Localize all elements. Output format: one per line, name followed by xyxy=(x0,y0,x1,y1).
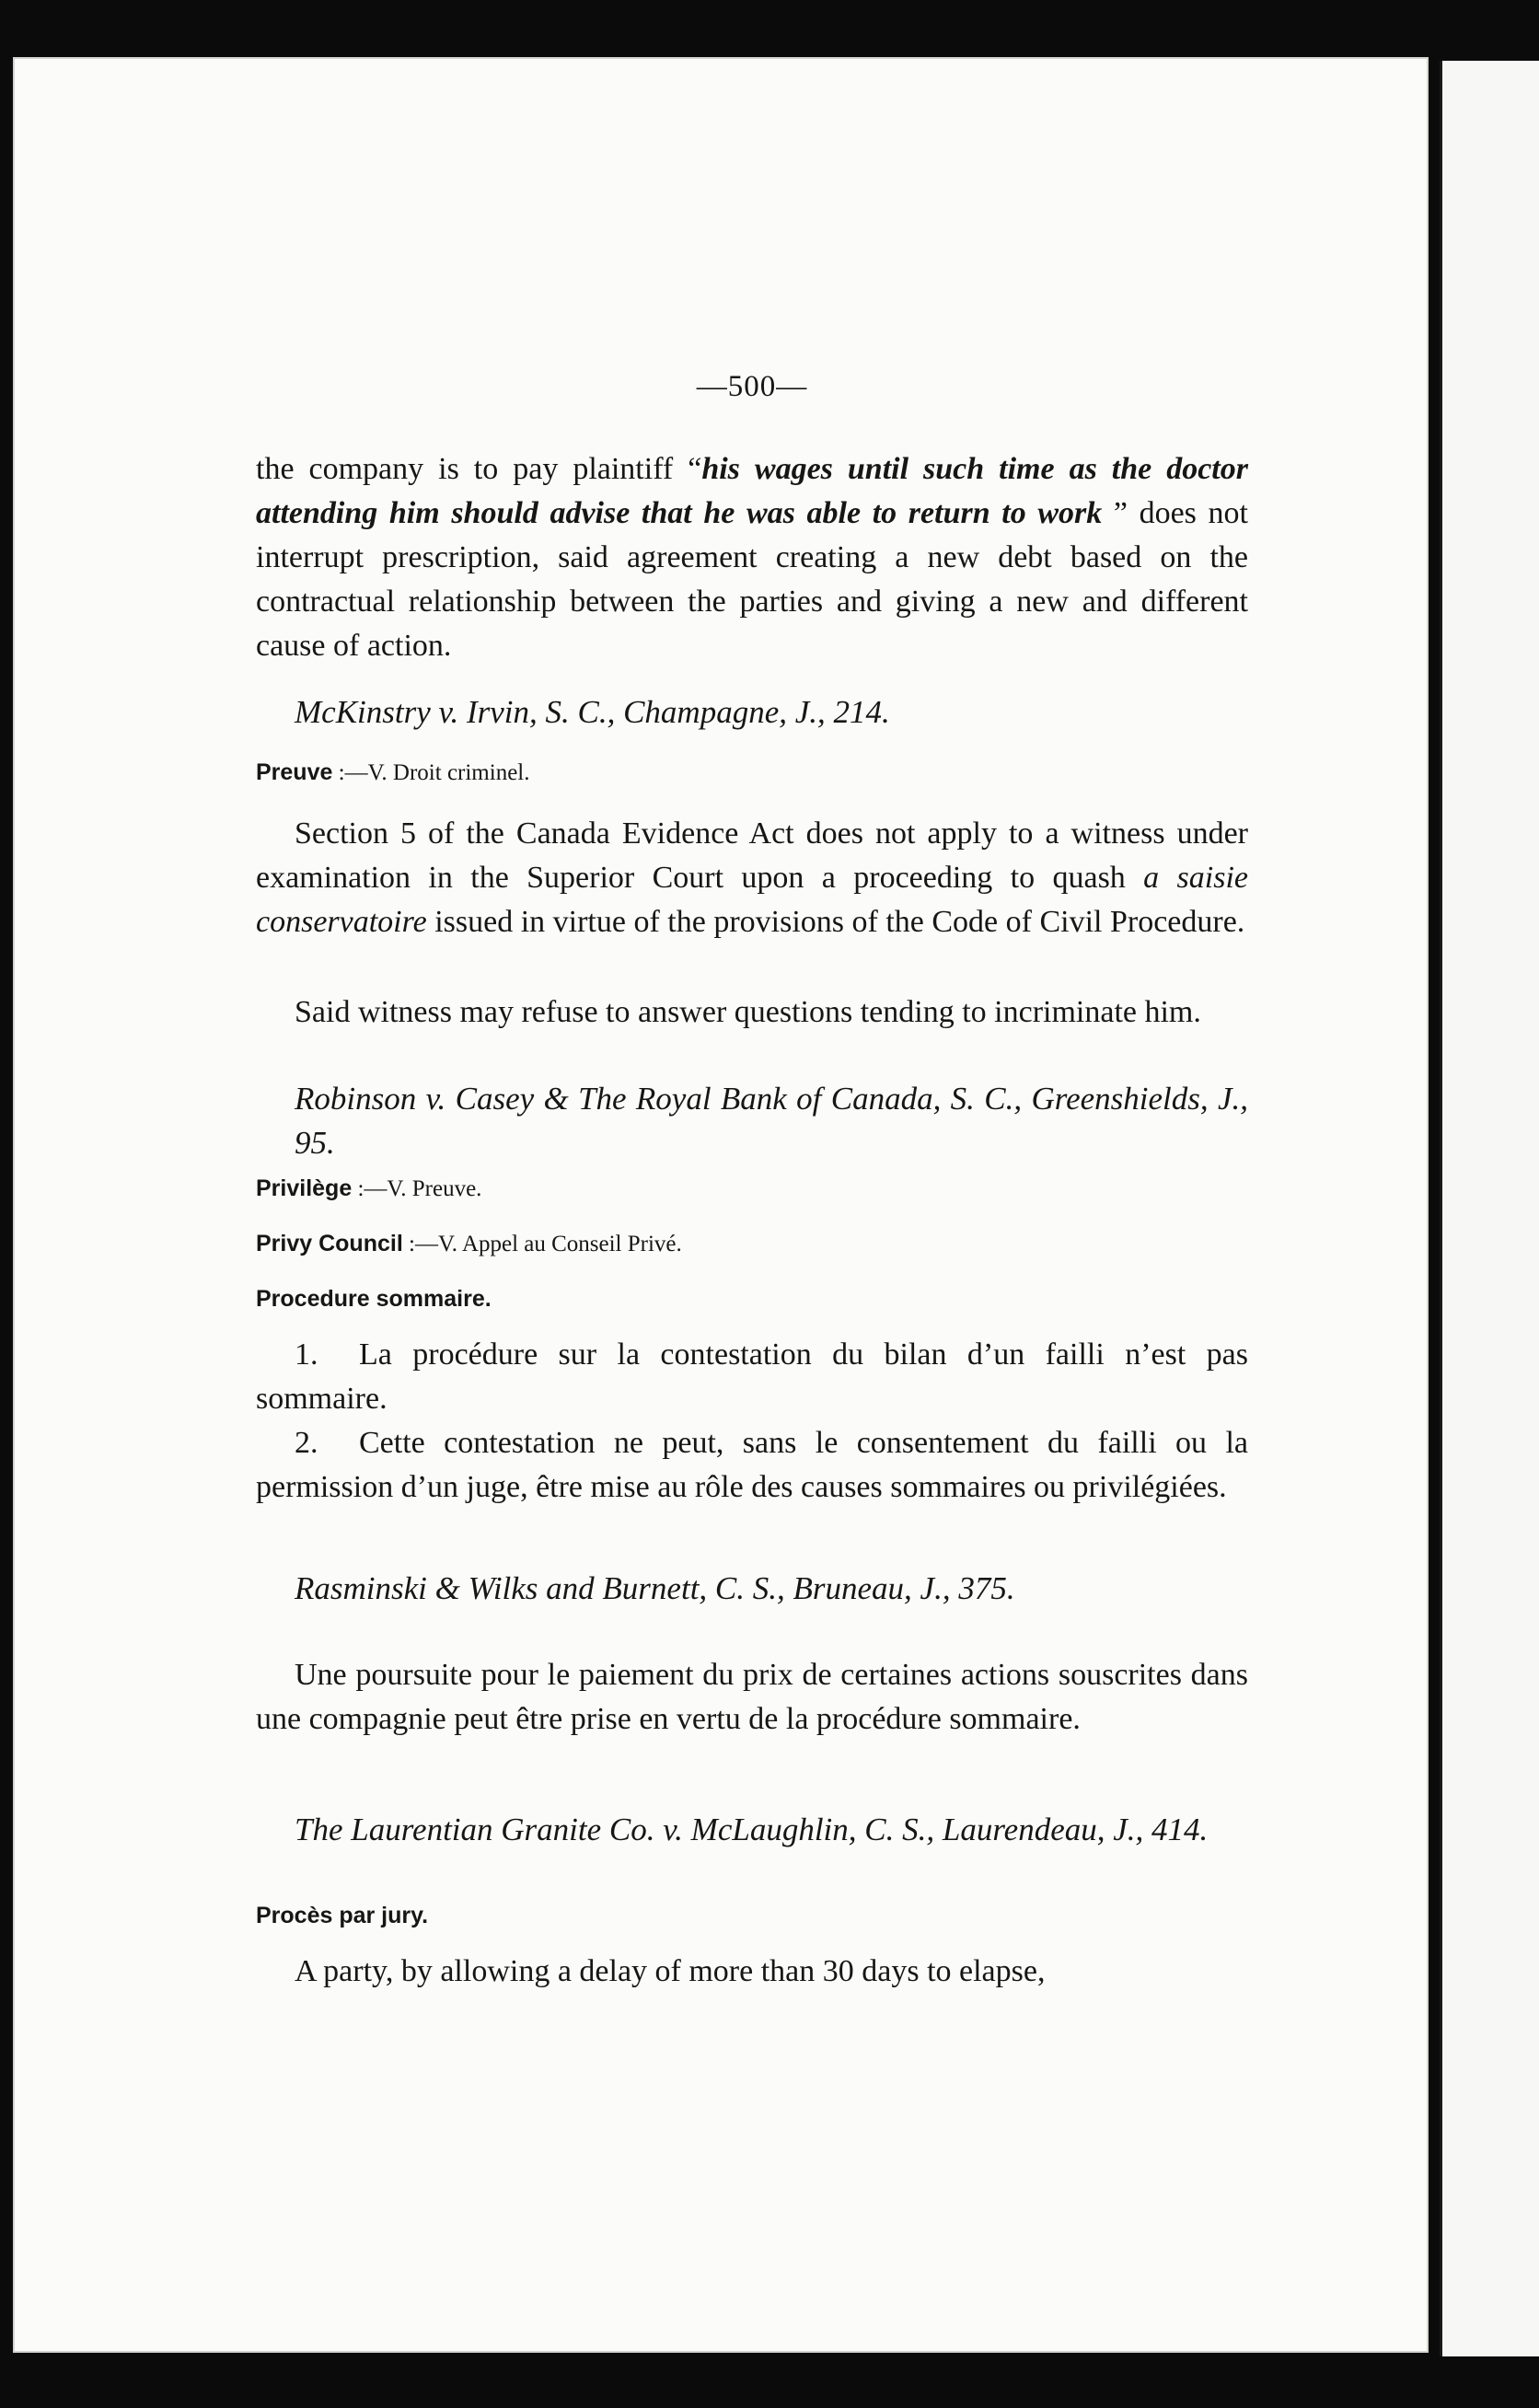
opening-paragraph xyxy=(256,447,1248,668)
item-number-2: 2. xyxy=(295,1426,318,1460)
procedure-heading-text: Procedure sommaire. xyxy=(256,1286,492,1312)
cross-reference-privy-council: :—V. Appel au Conseil Privé. xyxy=(402,1232,682,1256)
saisie-conservatoire: a saisie conservatoire xyxy=(256,861,1248,939)
opening-text-end: ” does not interrupt prescription, said agreement creating a new debt based on the contractual relationship between the parties and giving a new and different cause of action. xyxy=(256,496,1248,663)
jury-paragraph: A party, by allowing a delay of more than 30 days to elapse, xyxy=(295,1954,1046,1988)
citation-mckinstry: McKinstry v. Irvin, S. C., Champagne, J., 214. xyxy=(295,694,890,730)
heading-proces-par-jury xyxy=(256,1900,1248,1932)
heading-privilege: Privilège xyxy=(256,1175,353,1201)
citation-rasminski: Rasminski & Wilks and Burnett, C. S., Bruneau, J., 375. xyxy=(295,1570,1015,1606)
entry-preuve xyxy=(256,757,1248,789)
page-number: —500— xyxy=(696,370,808,403)
cross-reference-preuve: :—V. Droit criminel. xyxy=(332,760,530,785)
citation-robinson: Robinson v. Casey & The Royal Bank of Canada, S. C., Greenshields, J., 95. xyxy=(295,1081,1248,1161)
procedure-item-2 xyxy=(256,1421,1248,1510)
citation-laurentian: The Laurentian Granite Co. v. McLaughlin, C. S., Laurendeau, J., 414. xyxy=(295,1812,1209,1847)
quoted-agreement: his wages until such time as the doctor attending him should advise that he was able to return to work xyxy=(256,452,1248,530)
entry-privilege xyxy=(256,1173,1248,1205)
evidence-text: Section 5 of the Canada Evidence Act does not apply to a witness under examination in the Superior Court upon a proceeding to quash xyxy=(256,816,1248,895)
cross-reference-privilege: :—V. Preuve. xyxy=(352,1176,482,1201)
poursuite-paragraph: Une poursuite pour le paiement du prix de certaines actions souscrites dans une compagnie peut être prise en vertu de la procédure sommaire. xyxy=(256,1658,1248,1736)
item-text-2: Cette contestation ne peut, sans le consentement du failli ou la permission d’un juge, être mise au rôle des causes sommaires ou privilégiées. xyxy=(256,1426,1248,1504)
evidence-paragraph-2: Said witness may refuse to answer questions tending to incriminate him. xyxy=(295,995,1201,1029)
procedure-item-1 xyxy=(256,1333,1248,1421)
jury-heading-text: Procès par jury. xyxy=(256,1903,429,1928)
heading-procedure-sommaire xyxy=(256,1283,1248,1315)
item-text-1: La procédure sur la contestation du bilan d’un failli n’est pas sommaire. xyxy=(256,1337,1248,1416)
facing-page-edge xyxy=(1440,61,1539,2356)
evidence-paragraph-1 xyxy=(256,812,1248,944)
evidence-text-end: issued in virtue of the provisions of the Code of Civil Procedure. xyxy=(426,905,1245,939)
item-number-1: 1. xyxy=(295,1337,318,1372)
entry-privy-council xyxy=(256,1228,1248,1260)
heading-privy-council: Privy Council xyxy=(256,1231,403,1256)
opening-text: the company is to pay plaintiff “ xyxy=(256,452,702,486)
heading-preuve: Preuve xyxy=(256,759,333,785)
book-page xyxy=(13,57,1429,2353)
